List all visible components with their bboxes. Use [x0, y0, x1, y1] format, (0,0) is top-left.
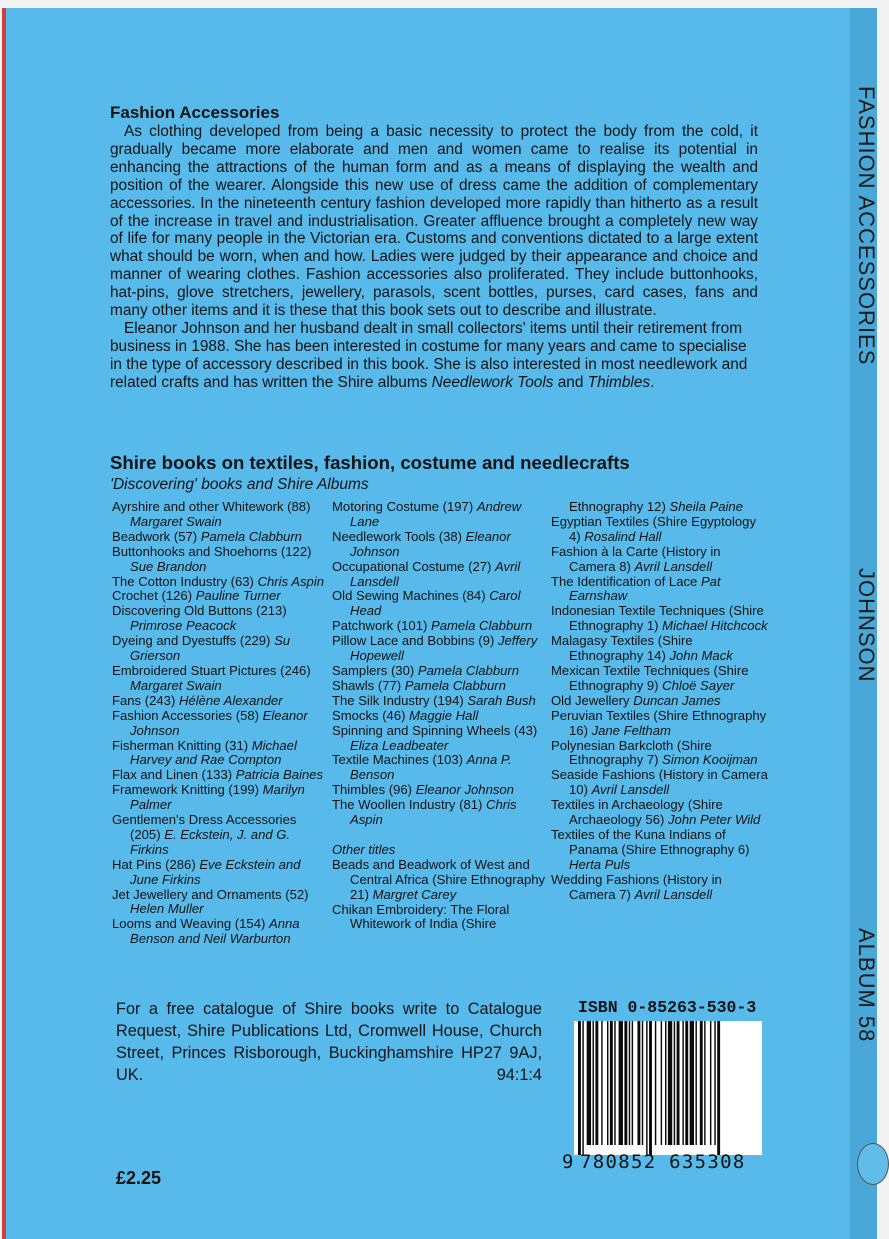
book-title: The Cotton Industry (63)	[112, 573, 258, 589]
book-list-item	[332, 530, 550, 560]
spine-album: ALBUM 58	[854, 928, 879, 1043]
book-author: Hélène Alexander	[178, 692, 283, 708]
book-title: Crochet (126)	[112, 588, 196, 604]
book-author: Pamela Clabburn	[200, 528, 302, 544]
blurb	[110, 103, 758, 392]
book-title: Discovering Old Buttons (213)	[112, 603, 287, 619]
book-list-item	[332, 634, 550, 664]
book-title: Mexican Textile Techniques (Shire Ethnography 9)	[551, 662, 749, 693]
book-list-item	[332, 903, 550, 933]
book-list-item	[112, 545, 330, 575]
book-author: Patricia Baines	[235, 767, 324, 783]
barcode-bar	[690, 1021, 694, 1145]
book-list-item	[551, 768, 769, 798]
book-list-item	[112, 768, 330, 783]
book-author: Helen Muller	[130, 901, 204, 917]
price: £2.25	[116, 1168, 162, 1188]
book-author: Eliza Leadbeater	[350, 737, 449, 753]
barcode-bar	[649, 1021, 652, 1155]
book-title: Peruvian Textiles (Shire Ethnography 16)	[551, 707, 767, 738]
book-author: Sue Brandon	[130, 558, 207, 574]
book-list-column-3	[551, 500, 769, 902]
barcode-bar	[619, 1021, 623, 1145]
book-title: Spinning and Spinning Wheels (43)	[332, 722, 538, 738]
barcode-bar	[710, 1021, 711, 1145]
book-title: Shawls (77)	[332, 677, 405, 693]
book-title: Polynesian Barkcloth (Shire Ethnography 7)	[551, 737, 712, 768]
book-author: Carol Head	[350, 588, 521, 619]
book-list-item	[332, 619, 550, 634]
book-list-item	[112, 575, 330, 590]
author-bio: Eleanor Johnson and her husband dealt in small collectors' items until their retirement from business in 1988. She has been interested in costume for many years and came to specialise in the type of accessory described in this book. She is also interested in most needlework and related crafts and has written the Shire albums	[110, 319, 748, 391]
book-title: Motoring Costume (197)	[332, 499, 477, 514]
book-author: Sarah Bush	[467, 692, 536, 708]
barcode-bar	[582, 1021, 583, 1155]
book-author: Margret Carey	[372, 886, 457, 902]
book-author: Anna P. Benson	[350, 752, 512, 783]
book-title: Buttonhooks and Shoehorns (122)	[112, 543, 312, 559]
book-author: Sheila Paine	[669, 499, 743, 514]
book-title: Jet Jewellery and Ornaments (52)	[112, 886, 309, 902]
blurb-paragraph-1: As clothing developed from being a basic necessity to protect the body from the cold, it gradually became more elaborate and men and women came to realise its potential in enhancing the attractions of the human form and as a means of displaying the wealth and position of the wearer. Alongside this new use of dress came the addition of complementary accessories. In the nineteenth century fashion developed more rapidly than hitherto as a result of the increase in travel and industrialisation. Greater affluence brought a completely new way of life for many people in the Victorian era. Customs and conventions dictated to a large extent what should be worn, when and how. Ladies were judged by their appearance and choice and manner of wearing clothes. Fashion accessories also proliferated. They include buttonhooks, hat-pins, glove stretchers, jewellery, parasols, scent bottles, purses, card cases, fans and many other items and it is these that this book sets out to describe and illustrate.	[110, 123, 758, 320]
book-title: Flax and Linen (133)	[112, 767, 236, 783]
book-list-item	[332, 560, 550, 590]
book-author: Simon Kooijman	[662, 752, 758, 768]
barcode-bar	[665, 1021, 666, 1145]
book-author: Primrose Peacock	[130, 618, 237, 634]
book-title: Fans (243)	[112, 692, 179, 708]
book-author: Pamela Clabburn	[430, 618, 533, 634]
barcode-bar	[595, 1021, 598, 1145]
book-title: Fashion à la Carte (History in Camera 8)	[551, 543, 721, 574]
book-list-column-2	[332, 500, 550, 932]
book-title: Wedding Fashions (History in Camera 7)	[551, 871, 722, 902]
book-list-item	[551, 604, 769, 634]
book-list-item	[551, 798, 769, 828]
barcode-bar	[578, 1021, 581, 1155]
book-list-item	[332, 709, 550, 724]
barcode-bar	[661, 1021, 662, 1145]
blurb-heading: Fashion Accessories	[110, 103, 280, 122]
book-title: Textile Machines (103)	[332, 752, 467, 768]
barcode-bar	[695, 1021, 696, 1145]
book-title: Occupational Costume (27)	[332, 558, 496, 574]
blurb-paragraph-2	[110, 320, 758, 392]
book-list-item	[112, 783, 330, 813]
book-title: The Silk Industry (194)	[332, 692, 468, 708]
barcode-lead-digit: 9	[562, 1151, 574, 1173]
book-author: Avril Lansdell	[350, 558, 521, 589]
other-titles-label: Other titles	[332, 841, 396, 857]
book-title: Fashion Accessories (58)	[112, 707, 263, 723]
barcode-bar	[614, 1021, 615, 1145]
book-author: Pamela Clabburn	[417, 662, 520, 678]
book-title: Ethnography 12)	[569, 499, 670, 514]
barcode-bar	[685, 1021, 688, 1145]
book-spine	[850, 8, 877, 1239]
book-list-item	[551, 694, 769, 709]
barcode-bar	[637, 1021, 640, 1145]
book-title: The Woollen Industry (81)	[332, 797, 487, 813]
back-cover	[2, 8, 879, 1239]
barcode-bar	[655, 1021, 656, 1145]
book-list-item	[332, 798, 550, 828]
conjunction: and	[553, 373, 588, 391]
book-list-item	[112, 858, 330, 888]
barcode-bar	[674, 1021, 675, 1145]
book-list-item	[112, 917, 330, 947]
book-author: Eleanor Johnson	[350, 528, 511, 559]
barcode-bar	[677, 1021, 680, 1145]
print-code: 94:1:4	[496, 1066, 542, 1084]
barcode-bar	[587, 1021, 591, 1145]
book-title-needlework-tools: Needlework Tools	[431, 373, 554, 391]
book-title: Needlework Tools (38)	[332, 528, 466, 544]
book-title: Pillow Lace and Bobbins (9)	[332, 633, 498, 649]
book-list-item	[551, 545, 769, 575]
book-author: E. Eckstein, J. and G. Firkins	[130, 826, 291, 857]
barcode-number: 780852 635308	[580, 1151, 746, 1173]
book-list-item	[112, 813, 330, 858]
book-list-heading: Shire books on textiles, fashion, costume and needlecrafts	[110, 452, 630, 473]
book-title: Patchwork (101)	[332, 618, 431, 634]
barcode-bar	[646, 1021, 647, 1155]
book-list-item	[112, 604, 330, 634]
book-list-item	[332, 664, 550, 679]
book-author: Duncan James	[633, 692, 721, 708]
book-list-item	[551, 634, 769, 664]
book-title: Beadwork (57)	[112, 528, 201, 544]
book-title: Old Jewellery	[551, 692, 634, 708]
book-author: Maggie Hall	[409, 707, 479, 723]
book-list-item	[551, 575, 769, 605]
book-list-subheading: 'Discovering' books and Shire Albums	[110, 476, 369, 493]
book-author: Eleanor Johnson	[130, 707, 308, 738]
book-author: Eleanor Johnson	[415, 782, 514, 798]
book-list-item	[112, 530, 330, 545]
book-author: Chris Aspin	[257, 573, 325, 589]
book-title: Ayrshire and other Whitework (88)	[112, 499, 311, 514]
barcode-bar	[704, 1021, 705, 1145]
book-list-item	[112, 888, 330, 918]
book-title: Seaside Fashions (History in Camera 10)	[551, 767, 768, 798]
red-edge-strip	[2, 8, 6, 1239]
book-title: Malagasy Textiles (Shire Ethnography 14)	[551, 633, 693, 664]
book-title: Gentlemen's Dress Accessories (205)	[112, 812, 297, 842]
book-author: Pauline Turner	[195, 588, 281, 604]
barcode-bar	[593, 1021, 594, 1145]
book-author: John Mack	[669, 648, 733, 664]
book-title: Old Sewing Machines (84)	[332, 588, 490, 604]
book-list-item	[112, 709, 330, 739]
barcode-bar	[624, 1021, 627, 1145]
book-title: Framework Knitting (199)	[112, 782, 263, 798]
book-list-item	[551, 664, 769, 694]
book-author: Chris Aspin	[350, 797, 517, 828]
seal-icon	[857, 1143, 889, 1185]
catalogue-request	[116, 998, 542, 1086]
book-title: Hat Pins (286)	[112, 856, 200, 872]
barcode-bar	[714, 1021, 715, 1145]
book-author: Margaret Swain	[130, 677, 222, 693]
barcode-bar	[717, 1021, 720, 1155]
book-list-item	[551, 500, 769, 515]
book-title: Textiles in Archaeology (Shire Archaeology 56)	[551, 797, 723, 828]
book-author: Andrew Lane	[350, 499, 522, 529]
book-author: Herta Puls	[569, 856, 631, 872]
book-author: Margaret Swain	[130, 513, 222, 529]
book-list-item	[112, 500, 330, 530]
book-author: Eve Eckstein and June Firkins	[130, 856, 301, 887]
book-author: Avril Lansdell	[634, 886, 713, 902]
book-list-item	[551, 709, 769, 739]
book-author: Michael Hitchcock	[662, 618, 768, 634]
book-list-item	[332, 694, 550, 709]
book-list-item	[112, 664, 330, 694]
barcode-bar	[610, 1021, 613, 1145]
book-author: Avril Lansdell	[634, 558, 713, 574]
barcode-bar	[642, 1021, 643, 1145]
spine-author: JOHNSON	[854, 568, 879, 683]
barcode-bar	[700, 1021, 703, 1145]
book-list-item	[332, 500, 550, 530]
book-title: Fisherman Knitting (31)	[112, 737, 252, 753]
book-list-item	[112, 634, 330, 664]
barcode-icon	[574, 1021, 762, 1155]
book-title: Looms and Weaving (154)	[112, 916, 269, 932]
book-title: Embroidered Stuart Pictures (246)	[112, 662, 311, 678]
book-author: John Peter Wild	[668, 812, 761, 828]
book-list-item	[551, 515, 769, 545]
book-title: Textiles of the Kuna Indians of Panama (Shire Ethnography 6)	[551, 826, 750, 857]
barcode-bar	[682, 1021, 683, 1145]
book-author: Rosalind Hall	[584, 528, 662, 544]
barcode-bar	[601, 1021, 602, 1145]
full-stop: .	[650, 373, 655, 391]
spine-title: FASHION ACCESSORIES	[854, 86, 879, 366]
book-list-item	[551, 873, 769, 903]
book-author: Pat Earnshaw	[569, 573, 721, 604]
book-list-item	[332, 783, 550, 798]
book-title: Chikan Embroidery: The Floral Whitework of India (Shire	[332, 901, 510, 932]
book-title: Indonesian Textile Techniques (Shire Ethnography 1)	[551, 603, 764, 634]
book-list-item	[112, 739, 330, 769]
book-author: Michael Harvey and Rae Compton	[130, 737, 297, 768]
book-author: Jeffery Hopewell	[350, 633, 538, 664]
book-list-item	[551, 828, 769, 873]
book-title: Dyeing and Dyestuffs (229)	[112, 633, 275, 649]
book-author: Anna Benson and Neil Warburton	[130, 916, 300, 947]
catalogue-address: For a free catalogue of Shire books write to Catalogue Request, Shire Publications Ltd, Cromwell House, Church Street, Princes Risborough, Buckinghamshire HP27 9AJ, UK.	[116, 1000, 542, 1084]
book-list-item	[551, 739, 769, 769]
book-author: Marilyn Palmer	[130, 782, 305, 813]
book-title-thimbles: Thimbles	[587, 373, 651, 391]
book-list-item	[112, 694, 330, 709]
book-author: Su Grierson	[130, 633, 291, 664]
book-title: The Identification of Lace	[551, 573, 701, 589]
book-list-item	[112, 589, 330, 604]
book-list-item	[332, 724, 550, 754]
barcode-bar	[607, 1021, 608, 1145]
barcode-bar	[629, 1021, 630, 1145]
book-author: Avril Lansdell	[591, 782, 670, 798]
book-title: Smocks (46)	[332, 707, 410, 723]
book-author: Jane Feltham	[591, 722, 671, 738]
book-author: Chloë Sayer	[662, 677, 735, 693]
book-author: Pamela Clabburn	[404, 677, 506, 693]
book-list-item	[332, 589, 550, 619]
book-list-item	[332, 679, 550, 694]
book-title: Beads and Beadwork of West and Central Africa (Shire Ethnography 21)	[332, 856, 546, 902]
book-title: Egyptian Textiles (Shire Egyptology 4)	[551, 513, 757, 544]
book-list-item	[332, 858, 550, 903]
book-list-item	[332, 753, 550, 783]
barcode-bar	[668, 1021, 672, 1145]
book-title: Thimbles (96)	[332, 782, 416, 798]
book-title: Samplers (30)	[332, 662, 418, 678]
isbn-label: ISBN 0-85263-530-3	[578, 998, 757, 1017]
book-list-column-1	[112, 500, 330, 947]
barcode-bar	[632, 1021, 633, 1145]
